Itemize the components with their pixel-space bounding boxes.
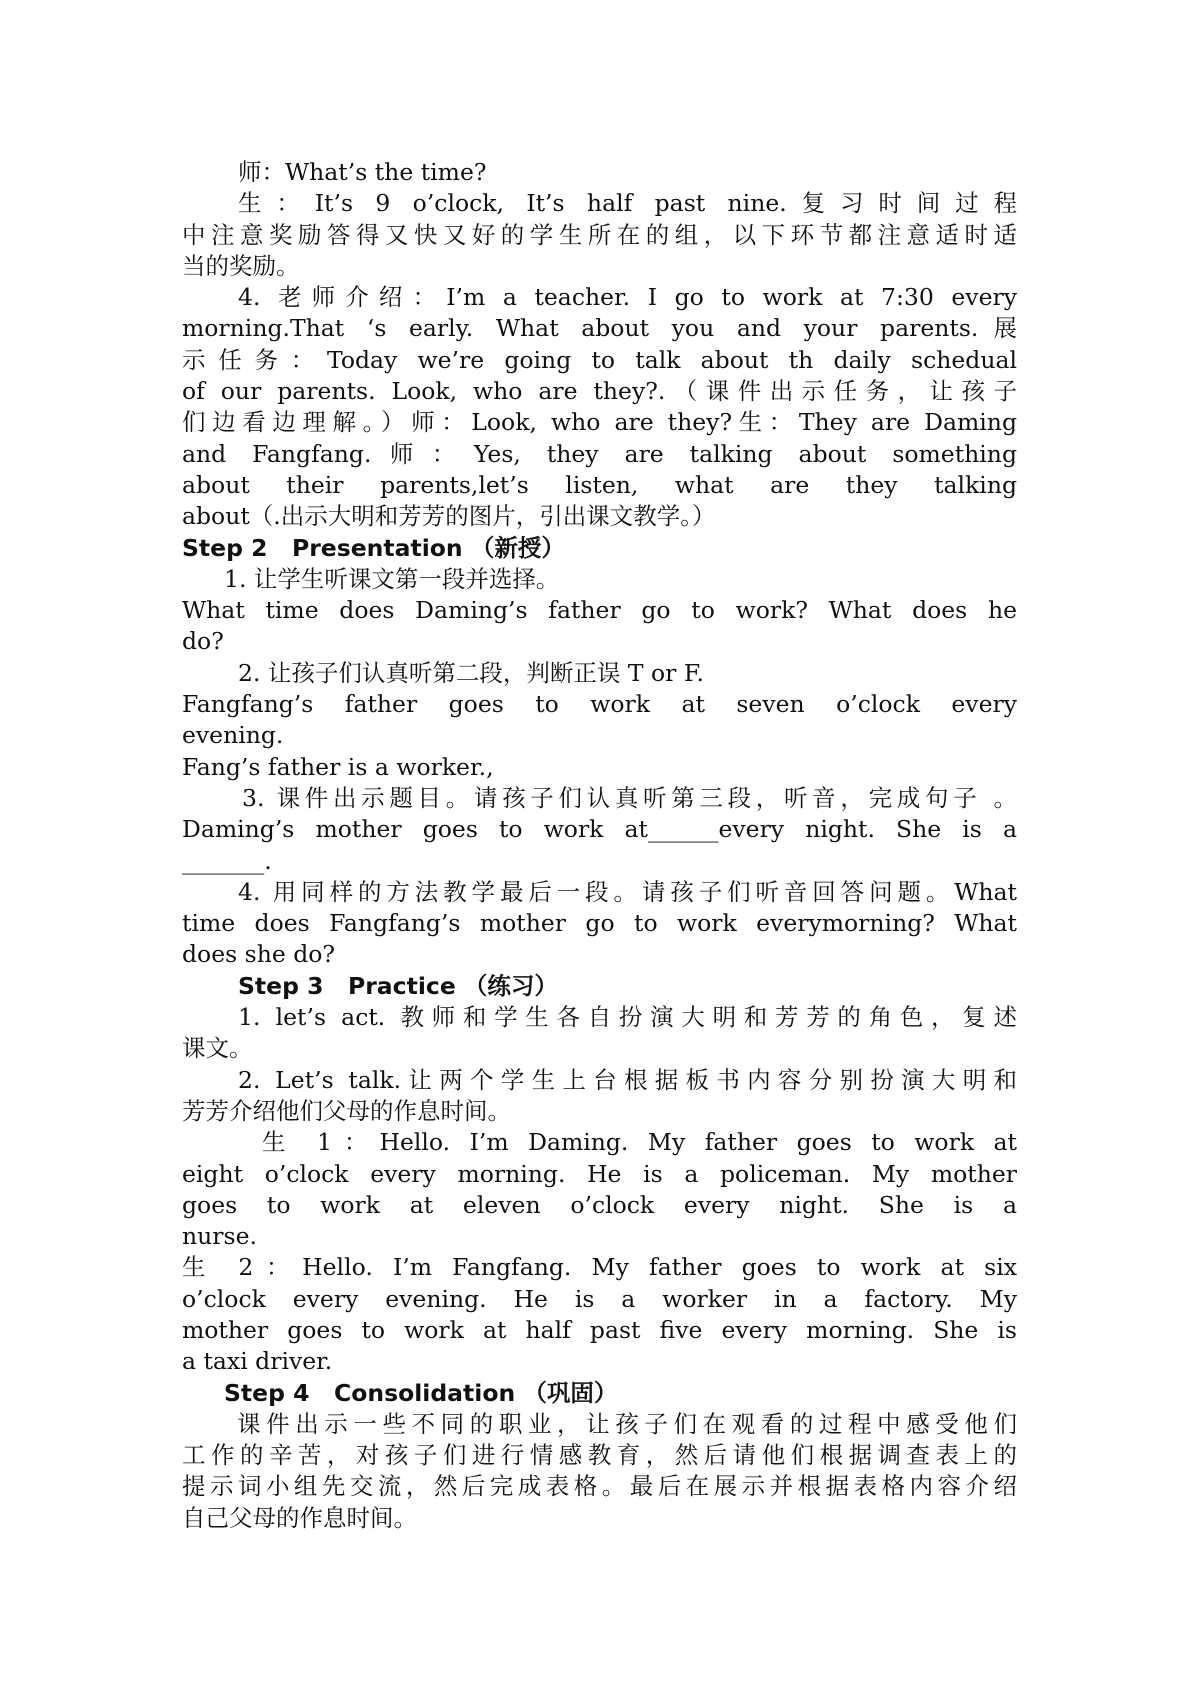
text-line: time does Fangfang’s mother go to work everymorning? What: [182, 909, 1017, 938]
text-line: 工作的辛苦，对孩子们进行情感教育，然后请他们根据调查表上的: [182, 1441, 1017, 1470]
text-line: 生：It’s 9 o’clock, It’s half past nine.复习时间过程: [238, 189, 1017, 218]
document-page: [182, 157, 1017, 1534]
text-line: 们边看边理解。）师：Look, who are they?生：They are Daming: [182, 408, 1017, 437]
text-line: and Fangfang.师：Yes, they are talking about something: [182, 439, 1017, 468]
section-heading: Step 3 Practice （练习）: [238, 971, 558, 1000]
text-line: 提示词小组先交流，然后完成表格。最后在展示并根据表格内容介绍: [182, 1472, 1017, 1501]
section-heading: Step 4 Consolidation （巩固）: [224, 1378, 618, 1407]
text-line: evening.: [182, 721, 284, 750]
text-line: 4. 老师介绍：I’m a teacher. I go to work at 7:30 every: [238, 283, 1017, 312]
text-line: 示任务：Today we’re going to talk about th daily schedual: [182, 345, 1017, 374]
text-line: 课件出示一些不同的职业，让孩子们在观看的过程中感受他们: [237, 1409, 1017, 1438]
text-line: do?: [182, 627, 224, 656]
text-line: a taxi driver.: [182, 1347, 333, 1376]
text-line: 2. Let’s talk.让两个学生上台根据板书内容分别扮演大明和: [238, 1065, 1017, 1094]
text-line: Fang’s father is a worker.,: [182, 752, 494, 781]
text-line: 2. 让孩子们认真听第二段，判断正误 T or F.: [238, 658, 704, 687]
text-line: 自己父母的作息时间。: [182, 1503, 417, 1532]
text-line: o’clock every evening. He is a worker in a factory. My: [182, 1284, 1017, 1313]
text-line: mother goes to work at half past five every morning. She is: [182, 1315, 1017, 1344]
text-line: 3. 课件出示题目。请孩子们认真听第三段，听音，完成句子 。: [242, 783, 1017, 812]
text-line: 1. let’s act. 教师和学生各自扮演大明和芳芳的角色，复述: [238, 1003, 1017, 1032]
text-line: What time does Daming’s father go to work? What does he: [182, 596, 1017, 625]
text-line: 中注意奖励答得又快又好的学生所在的组，以下环节都注意适时适: [182, 220, 1017, 249]
text-line: 1. 让学生听课文第一段并选择。: [224, 564, 560, 593]
text-line: about their parents,let’s listen, what are they talking: [182, 470, 1017, 499]
text-line: 生 1：Hello. I’m Daming. My father goes to work at: [262, 1128, 1017, 1157]
text-line: nurse.: [182, 1222, 257, 1251]
text-line: eight o’clock every morning. He is a policeman. My mother: [182, 1159, 1017, 1188]
text-line: Fangfang’s father goes to work at seven o’clock every: [182, 690, 1017, 719]
text-line: 芳芳介绍他们父母的作息时间。: [182, 1096, 511, 1125]
text-line: goes to work at eleven o’clock every night. She is a: [182, 1190, 1017, 1219]
text-line: 生 2：Hello. I’m Fangfang. My father goes to work at six: [182, 1253, 1017, 1282]
text-line: _______.: [182, 846, 272, 875]
text-line: does she do?: [182, 940, 335, 969]
text-line: of our parents. Look, who are they?.（课件出示任务，让孩子: [182, 377, 1017, 406]
text-line: 课文。: [182, 1034, 253, 1063]
text-line: 4. 用同样的方法教学最后一段。请孩子们听音回答问题。What: [238, 877, 1017, 906]
text-line: morning.That ‘s early. What about you and your parents.展: [182, 314, 1017, 343]
text-line: 当的奖励。: [182, 251, 300, 280]
text-line: 师：What’s the time?: [238, 158, 487, 186]
text-line: about（.出示大明和芳芳的图片，引出课文教学。）: [182, 502, 716, 531]
section-heading: Step 2 Presentation （新授）: [182, 533, 565, 562]
text-line: Daming’s mother goes to work at______every night. She is a: [182, 815, 1017, 844]
